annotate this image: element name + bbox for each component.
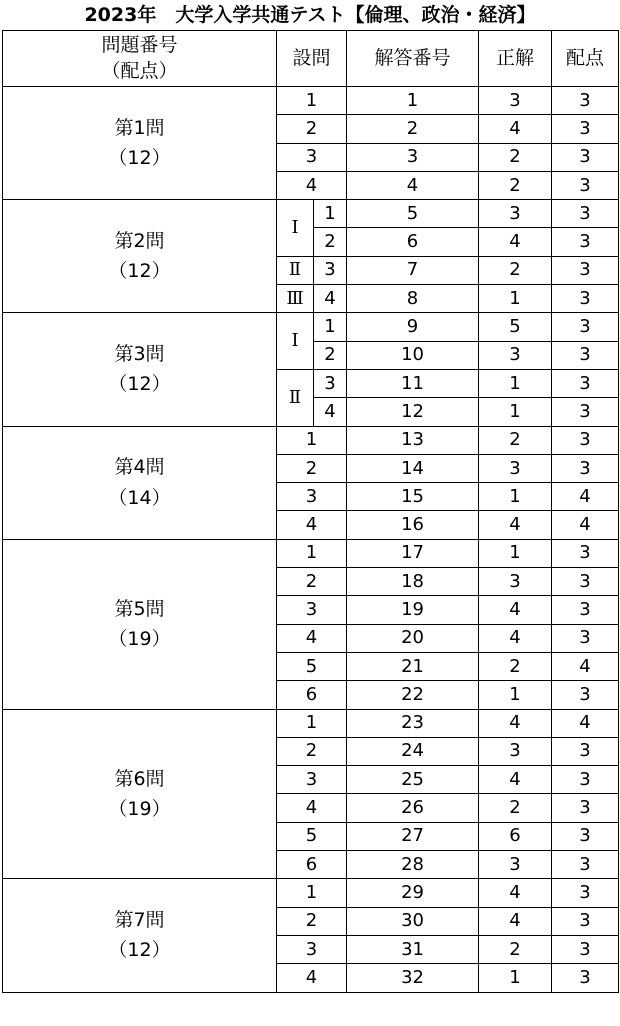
correct-answer-cell: 2 [479,171,552,199]
subquestion-cell: 1 [277,879,347,907]
question-group-cell [3,87,277,200]
points-cell: 4 [552,483,619,511]
points-cell: 3 [552,426,619,454]
question-group-cell [3,539,277,709]
subquestion-cell: 2 [277,115,347,143]
answer-number-cell: 21 [347,652,479,680]
correct-answer-cell: 1 [479,483,552,511]
table-row [3,313,619,341]
answer-table [2,30,619,993]
subquestion-cell: 1 [277,87,347,115]
subquestion-cell: 6 [277,851,347,879]
question-group-cell [3,709,277,879]
points-cell: 3 [552,313,619,341]
subquestion-cell: 3 [277,596,347,624]
correct-answer-cell: 3 [479,200,552,228]
answer-number-cell: 2 [347,115,479,143]
correct-answer-cell: 3 [479,341,552,369]
question-points: （12） [108,939,171,962]
header-row [3,31,619,87]
answer-number-cell: 30 [347,907,479,935]
correct-answer-cell: 3 [479,851,552,879]
correct-answer-cell: 4 [479,115,552,143]
section-cell: Ⅰ [277,200,314,257]
correct-answer-cell: 6 [479,822,552,850]
question-points: （12） [108,373,171,396]
subquestion-cell: 3 [314,369,347,397]
points-cell: 3 [552,907,619,935]
question-group-cell [3,879,277,992]
points-cell: 4 [552,652,619,680]
answer-number-cell: 22 [347,681,479,709]
table-row [3,539,619,567]
points-cell: 3 [552,228,619,256]
correct-answer-cell: 1 [479,398,552,426]
question-points: （12） [108,260,171,283]
correct-answer-cell: 2 [479,794,552,822]
subquestion-cell: 4 [277,624,347,652]
answer-number-cell: 23 [347,709,479,737]
question-group-cell [3,313,277,426]
points-cell: 3 [552,794,619,822]
answer-number-cell: 4 [347,171,479,199]
answer-number-cell: 17 [347,539,479,567]
correct-answer-cell: 1 [479,681,552,709]
correct-answer-cell: 3 [479,87,552,115]
subquestion-cell: 4 [277,794,347,822]
answer-number-cell: 25 [347,766,479,794]
points-cell: 4 [552,709,619,737]
correct-answer-cell: 1 [479,369,552,397]
subquestion-cell: 1 [314,313,347,341]
points-cell: 3 [552,171,619,199]
points-cell: 3 [552,87,619,115]
answer-number-cell: 15 [347,483,479,511]
points-cell: 3 [552,964,619,992]
table-body [3,87,619,993]
question-label: 第7問 [114,909,165,932]
subquestion-cell: 5 [277,822,347,850]
table-row [3,709,619,737]
answer-number-cell: 3 [347,143,479,171]
subquestion-cell: 1 [314,200,347,228]
header-question-no-label: 問題番号 [101,33,178,56]
answer-number-cell: 18 [347,568,479,596]
correct-answer-cell: 4 [479,624,552,652]
answer-number-cell: 19 [347,596,479,624]
answer-number-cell: 24 [347,737,479,765]
correct-answer-cell: 4 [479,907,552,935]
points-cell: 3 [552,596,619,624]
question-points: （19） [108,797,171,820]
points-cell: 3 [552,115,619,143]
points-cell: 3 [552,879,619,907]
answer-number-cell: 16 [347,511,479,539]
correct-answer-cell: 4 [479,228,552,256]
subquestion-cell: 1 [277,539,347,567]
points-cell: 3 [552,539,619,567]
correct-answer-cell: 1 [479,539,552,567]
question-label: 第1問 [114,116,165,139]
answer-number-cell: 26 [347,794,479,822]
header-answer-no: 解答番号 [347,31,479,87]
correct-answer-cell: 5 [479,313,552,341]
points-cell: 3 [552,935,619,963]
correct-answer-cell: 2 [479,652,552,680]
question-points: （14） [108,486,171,509]
subquestion-cell: 2 [314,228,347,256]
question-points: （12） [108,147,171,170]
answer-number-cell: 27 [347,822,479,850]
points-cell: 3 [552,454,619,482]
correct-answer-cell: 4 [479,766,552,794]
section-cell: Ⅱ [277,256,314,284]
answer-number-cell: 1 [347,87,479,115]
answer-number-cell: 11 [347,369,479,397]
subquestion-cell: 3 [277,935,347,963]
points-cell: 3 [552,851,619,879]
question-label: 第3問 [114,343,165,366]
subquestion-cell: 4 [314,398,347,426]
subquestion-cell: 2 [277,568,347,596]
subquestion-cell: 6 [277,681,347,709]
section-cell: Ⅱ [277,369,314,426]
subquestion-cell: 1 [277,426,347,454]
correct-answer-cell: 1 [479,285,552,313]
answer-number-cell: 29 [347,879,479,907]
points-cell: 3 [552,568,619,596]
subquestion-cell: 4 [277,511,347,539]
header-points: 配点 [552,31,619,87]
answer-number-cell: 14 [347,454,479,482]
correct-answer-cell: 4 [479,511,552,539]
answer-number-cell: 5 [347,200,479,228]
table-row [3,879,619,907]
answer-number-cell: 13 [347,426,479,454]
points-cell: 3 [552,369,619,397]
question-group-cell [3,200,277,313]
points-cell: 3 [552,681,619,709]
question-label: 第5問 [114,597,165,620]
points-cell: 3 [552,398,619,426]
points-cell: 3 [552,285,619,313]
question-label: 第6問 [114,767,165,790]
header-setsumon: 設問 [277,31,347,87]
page-title: 2023年 大学入学共通テスト【倫理、政治・経済】 [84,4,536,26]
correct-answer-cell: 2 [479,426,552,454]
answer-number-cell: 9 [347,313,479,341]
table-row [3,200,619,228]
answer-number-cell: 31 [347,935,479,963]
subquestion-cell: 2 [314,341,347,369]
subquestion-cell: 2 [277,454,347,482]
correct-answer-cell: 1 [479,964,552,992]
correct-answer-cell: 3 [479,737,552,765]
answer-number-cell: 32 [347,964,479,992]
header-question-no [3,31,277,87]
correct-answer-cell: 3 [479,454,552,482]
correct-answer-cell: 4 [479,879,552,907]
question-points: （19） [108,628,171,651]
answer-number-cell: 6 [347,228,479,256]
correct-answer-cell: 4 [479,709,552,737]
question-label: 第4問 [114,456,165,479]
subquestion-cell: 3 [277,483,347,511]
correct-answer-cell: 2 [479,935,552,963]
subquestion-cell: 4 [277,964,347,992]
correct-answer-cell: 2 [479,143,552,171]
section-cell: Ⅰ [277,313,314,370]
subquestion-cell: 4 [314,285,347,313]
points-cell: 3 [552,822,619,850]
table-row [3,87,619,115]
header-question-points-label: （配点） [101,59,178,82]
subquestion-cell: 4 [277,171,347,199]
subquestion-cell: 2 [277,737,347,765]
subquestion-cell: 3 [277,766,347,794]
subquestion-cell: 3 [277,143,347,171]
answer-number-cell: 20 [347,624,479,652]
subquestion-cell: 5 [277,652,347,680]
correct-answer-cell: 4 [479,596,552,624]
correct-answer-cell: 3 [479,568,552,596]
points-cell: 3 [552,766,619,794]
section-cell: Ⅲ [277,285,314,313]
points-cell: 3 [552,341,619,369]
answer-number-cell: 10 [347,341,479,369]
correct-answer-cell: 2 [479,256,552,284]
points-cell: 3 [552,737,619,765]
subquestion-cell: 1 [277,709,347,737]
answer-number-cell: 28 [347,851,479,879]
points-cell: 4 [552,511,619,539]
question-label: 第2問 [114,229,165,252]
subquestion-cell: 3 [314,256,347,284]
header-correct: 正解 [479,31,552,87]
subquestion-cell: 2 [277,907,347,935]
question-group-cell [3,426,277,539]
answer-number-cell: 8 [347,285,479,313]
points-cell: 3 [552,624,619,652]
points-cell: 3 [552,200,619,228]
points-cell: 3 [552,256,619,284]
answer-number-cell: 7 [347,256,479,284]
table-row [3,426,619,454]
answer-number-cell: 12 [347,398,479,426]
points-cell: 3 [552,143,619,171]
